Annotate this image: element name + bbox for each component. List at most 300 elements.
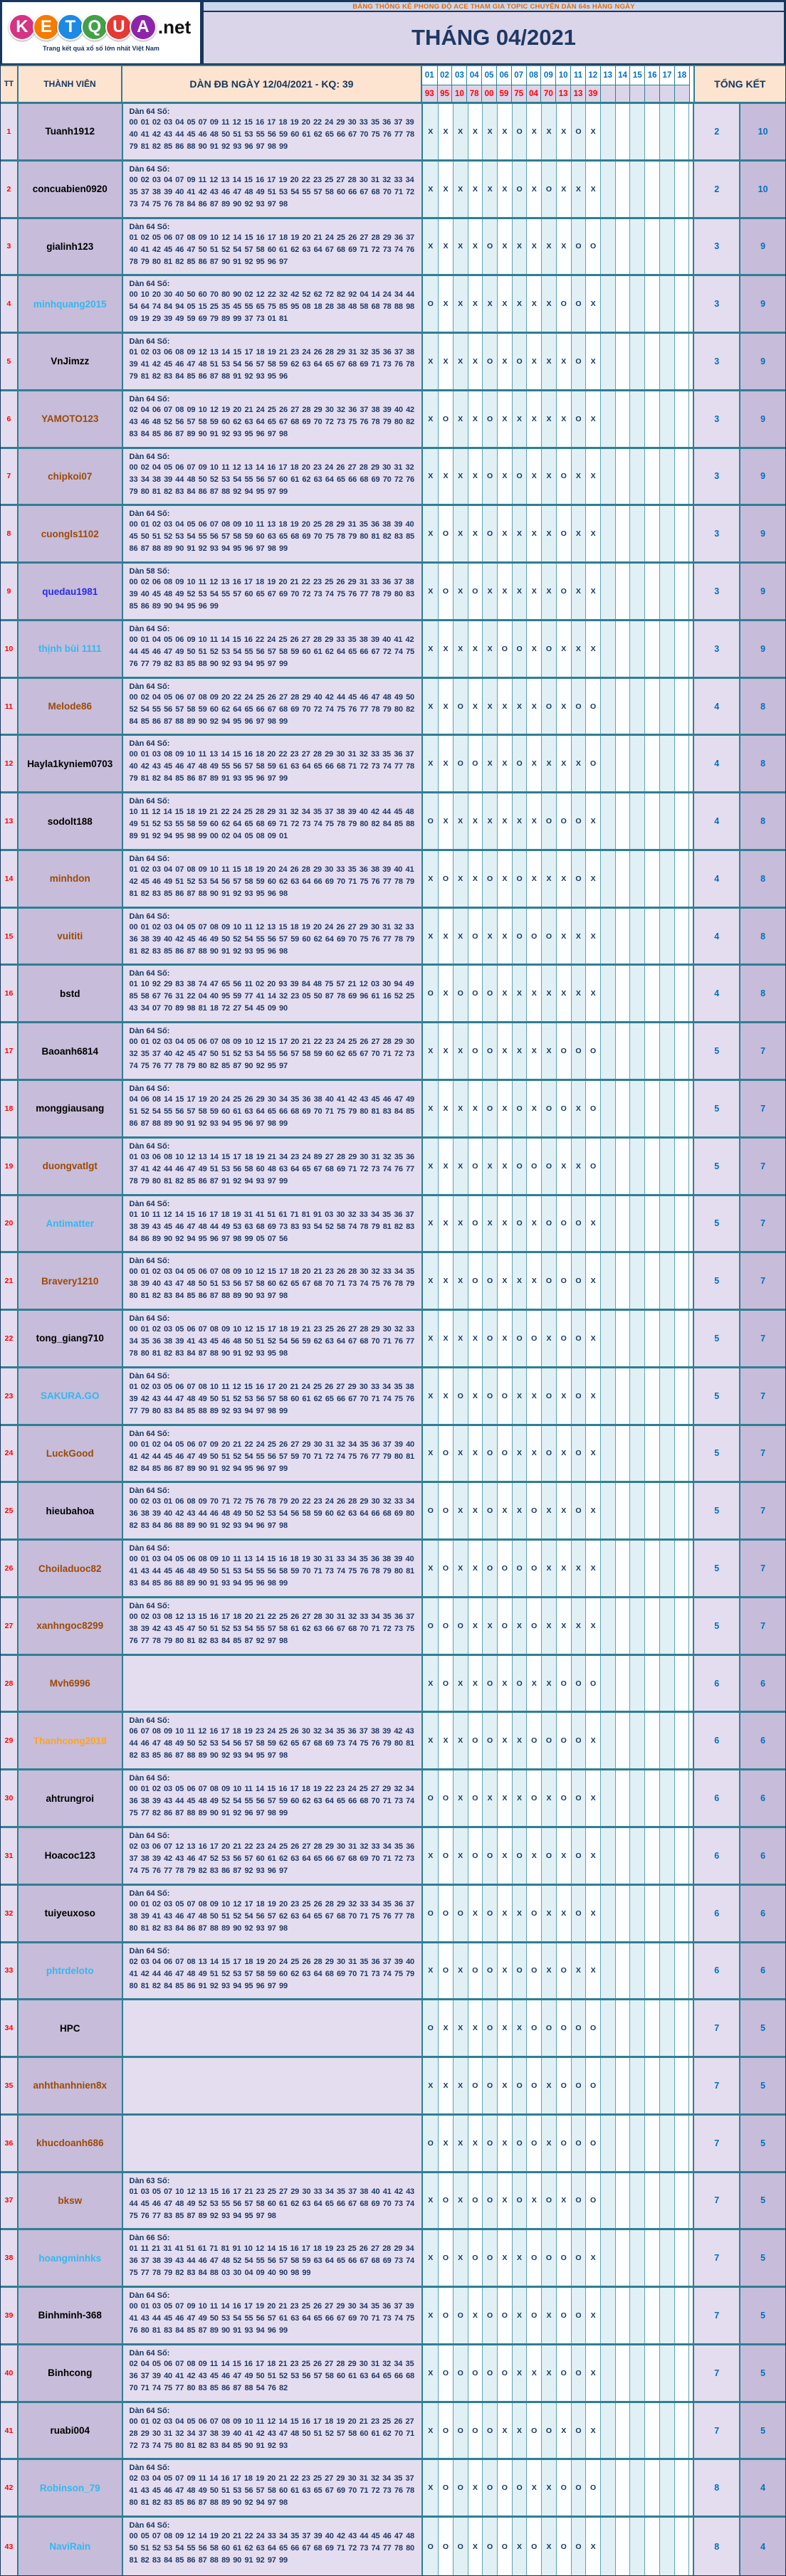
- mark-cell: X: [497, 1770, 512, 1826]
- total-hit: 4: [739, 2518, 785, 2575]
- logo-letter: Q: [81, 14, 108, 41]
- table-row: [1, 1886, 785, 1943]
- mark-cell: X: [438, 1139, 453, 1194]
- total-hit: 8: [739, 966, 785, 1021]
- mark-cell: O: [541, 793, 556, 849]
- mark-cell: X: [571, 736, 586, 791]
- mark-cell: O: [556, 2230, 571, 2286]
- dan-numbers: 00 01 02 03 05 07 08 09 10 12 17 18 19 20 23 25 26 28 29 32 33 34 35 36 37 38 39 41 43 46 47 48 50 51 52 54 56 57 62 63 64 65 67 68 70 71 75 76 77 78 80 81 82 83 84 86 87 88 89 90 92 93 97 98: [129, 1899, 414, 1933]
- member-name[interactable]: sodolt188: [17, 793, 122, 849]
- mark-cell: [600, 851, 615, 907]
- mark-cell: [615, 1081, 630, 1136]
- dan-cell: [122, 2460, 422, 2516]
- member-name[interactable]: khucdoanh686: [17, 2116, 122, 2171]
- mark-cell: O: [571, 1828, 586, 1884]
- member-name[interactable]: Thanhcong2018: [17, 1713, 122, 1768]
- mark-cell: O: [512, 449, 527, 505]
- mark-cell: [629, 506, 644, 561]
- marks-row: [421, 104, 693, 159]
- total-miss: 3: [693, 219, 739, 275]
- member-name[interactable]: hieubahoa: [17, 1483, 122, 1538]
- member-name[interactable]: HPC: [17, 2000, 122, 2056]
- total-hit: 9: [739, 334, 785, 389]
- mark-cell: [674, 736, 689, 791]
- total-hit: 8: [739, 851, 785, 907]
- mark-cell: O: [482, 2116, 497, 2171]
- mark-cell: X: [438, 966, 453, 1021]
- mark-cell: [600, 736, 615, 791]
- total-miss: 7: [693, 2173, 739, 2229]
- member-name[interactable]: LuckGood: [17, 1426, 122, 1482]
- day-column-header: [422, 66, 437, 102]
- total-hit: 8: [739, 736, 785, 791]
- mark-cell: [629, 2173, 644, 2229]
- member-name[interactable]: hoangminhks: [17, 2230, 122, 2286]
- mark-cell: X: [556, 104, 571, 159]
- dan-cell: [122, 2518, 422, 2575]
- table-row: [1, 1656, 785, 1714]
- mark-cell: X: [453, 564, 468, 619]
- member-name[interactable]: ruabi004: [17, 2403, 122, 2459]
- mark-cell: O: [526, 909, 541, 964]
- member-name[interactable]: tuiyeuxoso: [17, 1886, 122, 1941]
- table-row: [1, 909, 785, 966]
- mark-cell: [615, 1368, 630, 1424]
- member-name[interactable]: duongvatlgt: [17, 1139, 122, 1194]
- mark-cell: X: [556, 909, 571, 964]
- mark-cell: O: [571, 679, 586, 734]
- day-column-header: [674, 66, 689, 102]
- mark-cell: O: [571, 104, 586, 159]
- member-name[interactable]: Binhcong: [17, 2345, 122, 2401]
- mark-cell: [674, 162, 689, 217]
- total-hit: 9: [739, 219, 785, 275]
- mark-cell: X: [497, 1196, 512, 1252]
- day-column-header: [629, 66, 644, 102]
- dan-label: Dàn 66 Số:: [129, 2234, 170, 2243]
- mark-cell: X: [468, 1311, 483, 1366]
- mark-cell: O: [423, 1886, 438, 1941]
- dan-cell: [122, 621, 422, 677]
- mark-cell: X: [556, 1828, 571, 1884]
- day-column-header: [437, 66, 452, 102]
- mark-cell: X: [482, 621, 497, 677]
- dan-cell: [122, 2173, 422, 2229]
- member-name[interactable]: Bravery1210: [17, 1253, 122, 1309]
- mark-cell: X: [438, 679, 453, 734]
- day-column-header: [481, 66, 496, 102]
- dan-cell: [122, 2403, 422, 2459]
- mark-cell: O: [468, 1943, 483, 1999]
- mark-cell: O: [556, 449, 571, 505]
- mark-cell: X: [468, 391, 483, 447]
- row-number: 10: [1, 621, 17, 677]
- marks-row: [421, 2460, 693, 2516]
- mark-cell: X: [541, 736, 556, 791]
- marks-row: [421, 1483, 693, 1538]
- dan-cell: [122, 1943, 422, 1999]
- member-name[interactable]: Tuanh1912: [17, 104, 122, 159]
- member-name[interactable]: chipkoi07: [17, 449, 122, 505]
- dan-label: Dàn 64 Số:: [129, 1831, 170, 1840]
- row-spacer: [688, 1368, 693, 1424]
- dan-numbers: 02 03 04 06 07 08 13 14 15 17 18 19 20 24 25 26 28 29 30 31 35 36 37 39 40 41 42 44 46 47 48 49 51 52 53 57 58 59 60 62 63 64 68 69 70 71 73 74 75 79 80 81 82 84 85 86 91 92 93 94 95 96 97 99: [129, 1957, 414, 1990]
- table-row: [1, 1253, 785, 1311]
- mark-cell: [659, 1139, 674, 1194]
- mark-cell: X: [423, 621, 438, 677]
- mark-cell: [600, 1713, 615, 1768]
- mark-cell: X: [438, 2000, 453, 2056]
- mark-cell: [615, 621, 630, 677]
- mark-cell: X: [453, 1943, 468, 1999]
- mark-cell: [629, 2403, 644, 2459]
- mark-cell: O: [482, 1943, 497, 1999]
- mark-cell: X: [585, 2345, 600, 2401]
- member-name[interactable]: Mvh6996: [17, 1656, 122, 1711]
- mark-cell: [615, 1253, 630, 1309]
- mark-cell: X: [438, 1368, 453, 1424]
- total-hit: 7: [739, 1196, 785, 1252]
- dan-cell: [122, 2000, 422, 2056]
- row-number: 35: [1, 2058, 17, 2113]
- total-hit: 7: [739, 1368, 785, 1424]
- mark-cell: O: [497, 1426, 512, 1482]
- mark-cell: X: [541, 1311, 556, 1366]
- member-name[interactable]: minhdon: [17, 851, 122, 907]
- mark-cell: O: [453, 679, 468, 734]
- marks-row: [421, 909, 693, 964]
- marks-row: [421, 219, 693, 275]
- member-name[interactable]: Binhminh-368: [17, 2288, 122, 2343]
- mark-cell: X: [423, 162, 438, 217]
- member-name[interactable]: tong_giang710: [17, 1311, 122, 1366]
- mark-cell: [674, 621, 689, 677]
- member-name[interactable]: thịnh bùi 1111: [17, 621, 122, 677]
- dan-label: Dàn 64 Số:: [129, 2464, 170, 2473]
- mark-cell: X: [556, 334, 571, 389]
- mark-cell: X: [497, 1311, 512, 1366]
- dan-cell: [122, 1713, 422, 1768]
- member-name[interactable]: anhthanhnien8x: [17, 2058, 122, 2113]
- mark-cell: O: [482, 1081, 497, 1136]
- mark-cell: X: [468, 679, 483, 734]
- mark-cell: [659, 1886, 674, 1941]
- member-name[interactable]: YAMOTO123: [17, 391, 122, 447]
- row-spacer: [688, 2116, 693, 2171]
- mark-cell: X: [556, 621, 571, 677]
- mark-cell: O: [482, 2403, 497, 2459]
- member-name[interactable]: Choiladuoc82: [17, 1541, 122, 1596]
- total-hit: 5: [739, 2000, 785, 2056]
- mark-cell: [615, 449, 630, 505]
- member-name[interactable]: Hayla1kyniem0703: [17, 736, 122, 791]
- dan-label: Dàn 64 Số:: [129, 1084, 170, 1094]
- member-name[interactable]: concuabien0920: [17, 162, 122, 217]
- dan-label: Dàn 64 Số:: [129, 624, 170, 633]
- table-row: [1, 2518, 785, 2575]
- mark-cell: [615, 1770, 630, 1826]
- mark-cell: X: [556, 2173, 571, 2229]
- mark-cell: [629, 2000, 644, 2056]
- mark-cell: X: [468, 2000, 483, 2056]
- marks-row: [421, 1943, 693, 1999]
- mark-cell: X: [512, 679, 527, 734]
- mark-cell: O: [541, 1713, 556, 1768]
- mark-cell: X: [526, 2173, 541, 2229]
- mark-cell: [674, 2403, 689, 2459]
- mark-cell: X: [468, 506, 483, 561]
- mark-cell: X: [423, 1139, 438, 1194]
- row-spacer: [688, 219, 693, 275]
- member-name[interactable]: minhquang2015: [17, 276, 122, 332]
- member-name[interactable]: bksw: [17, 2173, 122, 2229]
- member-name[interactable]: monggiausang: [17, 1081, 122, 1136]
- mark-cell: O: [468, 564, 483, 619]
- member-name[interactable]: cuongls1102: [17, 506, 122, 561]
- mark-cell: O: [541, 1139, 556, 1194]
- day-result: 39: [586, 85, 600, 102]
- mark-cell: O: [526, 1770, 541, 1826]
- mark-cell: O: [497, 1598, 512, 1654]
- mark-cell: [629, 2345, 644, 2401]
- member-name[interactable]: SAKURA.GO: [17, 1368, 122, 1424]
- day-result: 00: [482, 85, 496, 102]
- member-name[interactable]: phtrdeloto: [17, 1943, 122, 1999]
- mark-cell: X: [497, 162, 512, 217]
- mark-cell: X: [526, 2345, 541, 2401]
- member-name[interactable]: xanhngoc8299: [17, 1598, 122, 1654]
- mark-cell: X: [541, 2460, 556, 2516]
- mark-cell: X: [585, 1713, 600, 1768]
- mark-cell: O: [556, 1081, 571, 1136]
- row-spacer: [688, 1828, 693, 1884]
- total-hit: 9: [739, 391, 785, 447]
- mark-cell: [629, 1311, 644, 1366]
- dan-label: Dàn 64 Số:: [129, 2406, 170, 2415]
- dan-numbers: 00 10 20 30 40 50 60 70 80 90 02 12 22 32 42 52 62 72 82 92 04 14 24 34 44 54 64 74 84 94 05 15 25 35 45 55 65 75 85 95 08 18 28 38 48 58 68 78 88 98 09 19 29 39 49 59 69 79 89 99 37 73 01 81: [129, 290, 414, 324]
- mark-cell: O: [438, 1483, 453, 1538]
- mark-cell: O: [512, 2058, 527, 2113]
- dan-cell: [122, 851, 422, 907]
- mark-cell: [644, 1541, 659, 1596]
- mark-cell: O: [482, 334, 497, 389]
- mark-cell: X: [423, 1426, 438, 1482]
- mark-cell: [629, 1943, 644, 1999]
- member-name[interactable]: Antimatter: [17, 1196, 122, 1252]
- member-name[interactable]: vuititi: [17, 909, 122, 964]
- mark-cell: [644, 334, 659, 389]
- mark-cell: [600, 162, 615, 217]
- mark-cell: X: [585, 104, 600, 159]
- total-hit: 8: [739, 679, 785, 734]
- total-hit: 7: [739, 1483, 785, 1538]
- day-result: 93: [422, 85, 437, 102]
- mark-cell: X: [541, 2518, 556, 2575]
- mark-cell: X: [571, 1598, 586, 1654]
- day-result: 13: [556, 85, 570, 102]
- row-number: 30: [1, 1770, 17, 1826]
- mark-cell: [629, 1426, 644, 1482]
- marks-row: [421, 1598, 693, 1654]
- mark-cell: X: [497, 2058, 512, 2113]
- mark-cell: X: [468, 2116, 483, 2171]
- row-spacer: [688, 449, 693, 505]
- mark-cell: O: [571, 2116, 586, 2171]
- total-hit: 10: [739, 162, 785, 217]
- day-result: [616, 85, 630, 102]
- mark-cell: X: [571, 1943, 586, 1999]
- member-name[interactable]: Hoacoc123: [17, 1828, 122, 1884]
- mark-cell: [615, 1311, 630, 1366]
- mark-cell: X: [453, 162, 468, 217]
- mark-cell: O: [482, 2460, 497, 2516]
- member-name[interactable]: quedau1981: [17, 564, 122, 619]
- mark-cell: X: [571, 1139, 586, 1194]
- mark-cell: [600, 2518, 615, 2575]
- mark-cell: X: [526, 276, 541, 332]
- mark-cell: X: [512, 1770, 527, 1826]
- mark-cell: O: [453, 1368, 468, 1424]
- mark-cell: [600, 2173, 615, 2229]
- mark-cell: [615, 2000, 630, 2056]
- member-name[interactable]: Robinson_79: [17, 2460, 122, 2516]
- dan-numbers: 02 04 06 07 08 09 10 12 19 20 21 24 25 26 27 28 29 30 32 36 37 38 39 40 42 43 46 48 52 56 57 58 59 60 62 63 64 65 67 68 69 70 72 73 75 76 78 79 80 82 83 84 85 86 87 89 90 91 92 93 95 96 97 98: [129, 405, 414, 438]
- total-hit: 6: [739, 1770, 785, 1826]
- row-spacer: [688, 1253, 693, 1309]
- dan-numbers: 01 03 06 08 10 12 13 14 15 17 18 19 21 34 23 24 89 27 28 29 30 31 32 35 36 37 41 42 44 46 47 49 51 53 56 58 60 48 63 64 65 67 68 69 71 72 73 74 76 77 78 79 80 81 82 85 86 87 91 92 94 93 97 99: [129, 1152, 414, 1186]
- mark-cell: [615, 851, 630, 907]
- mark-cell: X: [497, 104, 512, 159]
- member-name[interactable]: Baoanh6814: [17, 1023, 122, 1079]
- row-spacer: [688, 564, 693, 619]
- total-hit: 7: [739, 1541, 785, 1596]
- total-miss: 5: [693, 1139, 739, 1194]
- member-name[interactable]: ahtrungroi: [17, 1770, 122, 1826]
- mark-cell: O: [512, 736, 527, 791]
- row-number: 43: [1, 2518, 17, 2575]
- row-spacer: [688, 1483, 693, 1538]
- row-number: 7: [1, 449, 17, 505]
- mark-cell: [659, 1713, 674, 1768]
- dan-numbers: 00 02 06 08 09 10 11 12 13 16 17 18 19 20 21 22 23 25 26 29 31 33 36 37 38 39 40 45 48 49 52 53 54 55 57 60 65 67 69 70 72 73 74 75 76 77 78 79 80 83 85 86 89 90 94 95 96 99: [129, 578, 414, 611]
- dan-cell: [122, 1541, 422, 1596]
- mark-cell: [615, 1139, 630, 1194]
- member-name[interactable]: Melode86: [17, 679, 122, 734]
- table-row: [1, 2173, 785, 2231]
- marks-row: [421, 2288, 693, 2343]
- marks-row: [421, 2403, 693, 2459]
- mark-cell: O: [438, 2288, 453, 2343]
- mark-cell: [600, 1598, 615, 1654]
- mark-cell: O: [556, 2000, 571, 2056]
- mark-cell: O: [438, 1770, 453, 1826]
- mark-cell: [674, 2058, 689, 2113]
- marks-row: [421, 1426, 693, 1482]
- row-spacer: [688, 2058, 693, 2113]
- dan-numbers: 00 01 02 03 04 05 06 07 08 09 10 11 13 18 19 20 25 28 29 31 35 36 38 39 40 45 50 51 52 53 54 55 56 57 58 59 60 63 65 68 69 70 75 78 79 80 81 82 83 85 86 87 88 89 90 91 92 93 94 95 96 97 98 99: [129, 520, 414, 554]
- mark-cell: [674, 449, 689, 505]
- row-number: 18: [1, 1081, 17, 1136]
- mark-cell: [659, 564, 674, 619]
- mark-cell: X: [526, 2460, 541, 2516]
- row-number: 26: [1, 1541, 17, 1596]
- member-name[interactable]: bstd: [17, 966, 122, 1021]
- mark-cell: [659, 162, 674, 217]
- mark-cell: X: [497, 679, 512, 734]
- dan-cell: [122, 2116, 422, 2171]
- logo-letter: K: [9, 14, 36, 41]
- mark-cell: [629, 391, 644, 447]
- row-spacer: [688, 2345, 693, 2401]
- member-name[interactable]: NaviRain: [17, 2518, 122, 2575]
- mark-cell: X: [482, 736, 497, 791]
- dan-cell: [122, 276, 422, 332]
- mark-cell: X: [526, 621, 541, 677]
- mark-cell: X: [453, 104, 468, 159]
- mark-cell: X: [453, 449, 468, 505]
- mark-cell: [674, 564, 689, 619]
- marks-row: [421, 2345, 693, 2401]
- marks-row: [421, 851, 693, 907]
- mark-cell: X: [512, 1023, 527, 1079]
- mark-cell: X: [453, 1426, 468, 1482]
- mark-cell: X: [541, 2058, 556, 2113]
- dan-numbers: 00 01 02 04 05 06 07 09 20 21 22 24 25 26 27 29 30 31 32 34 35 36 37 39 40 41 42 44 45 46 47 49 50 51 52 54 55 56 57 59 70 71 72 74 75 76 77 79 80 81 82 84 85 86 87 89 90 91 92 94 95 96 97 99: [129, 1440, 414, 1473]
- member-name[interactable]: VnJimzz: [17, 334, 122, 389]
- dan-numbers: 00 01 03 05 07 09 10 11 14 16 17 19 20 21 23 25 26 27 29 30 34 35 36 37 39 41 43 44 45 46 47 49 50 53 54 55 56 57 61 63 64 65 66 67 69 70 71 73 74 75 76 80 81 83 84 85 87 89 90 91 93 94 96 99: [129, 2302, 414, 2335]
- total-hit: 9: [739, 506, 785, 561]
- mark-cell: O: [482, 851, 497, 907]
- mark-cell: [674, 1196, 689, 1252]
- mark-cell: X: [468, 621, 483, 677]
- mark-cell: [615, 391, 630, 447]
- mark-cell: X: [585, 564, 600, 619]
- mark-cell: X: [468, 162, 483, 217]
- dan-numbers: 00 01 03 04 05 06 08 09 10 11 13 14 15 16 18 19 30 31 33 34 35 36 38 39 40 41 43 44 45 46 48 49 50 51 53 54 55 56 58 59 70 71 73 74 75 76 78 79 80 81 83 84 85 86 88 89 90 91 93 94 95 96 98 99: [129, 1555, 414, 1588]
- mark-cell: X: [541, 1770, 556, 1826]
- day-column-header: [615, 66, 630, 102]
- mark-cell: [659, 1656, 674, 1711]
- mark-cell: X: [497, 736, 512, 791]
- mark-cell: O: [482, 1713, 497, 1768]
- mark-cell: [674, 1828, 689, 1884]
- mark-cell: X: [585, 1311, 600, 1366]
- dan-numbers: 02 03 06 07 12 13 16 17 20 21 22 23 24 25 26 27 28 29 30 31 32 33 34 35 36 37 38 39 42 43 46 47 52 53 56 57 60 61 62 63 64 65 66 67 68 69 70 71 72 73 74 75 76 77 78 79 82 83 86 87 92 93 96 97: [129, 1842, 414, 1875]
- mark-cell: X: [438, 621, 453, 677]
- mark-cell: O: [438, 2460, 453, 2516]
- mark-cell: O: [526, 2000, 541, 2056]
- dan-label: Dàn 64 Số:: [129, 2348, 170, 2358]
- mark-cell: X: [438, 909, 453, 964]
- member-name[interactable]: gialinh123: [17, 219, 122, 275]
- ketqua-logo[interactable]: [1, 1, 202, 65]
- mark-cell: [674, 334, 689, 389]
- row-number: 32: [1, 1886, 17, 1941]
- mark-cell: X: [423, 219, 438, 275]
- dan-label: Dàn 64 Số:: [129, 107, 170, 116]
- mark-cell: X: [497, 909, 512, 964]
- mark-cell: X: [585, 909, 600, 964]
- mark-cell: X: [438, 219, 453, 275]
- mark-cell: [615, 162, 630, 217]
- day-column-header: [496, 66, 511, 102]
- mark-cell: [674, 1368, 689, 1424]
- mark-cell: [644, 1023, 659, 1079]
- mark-cell: [659, 276, 674, 332]
- mark-cell: O: [571, 1023, 586, 1079]
- mark-cell: [644, 2230, 659, 2286]
- mark-cell: X: [438, 334, 453, 389]
